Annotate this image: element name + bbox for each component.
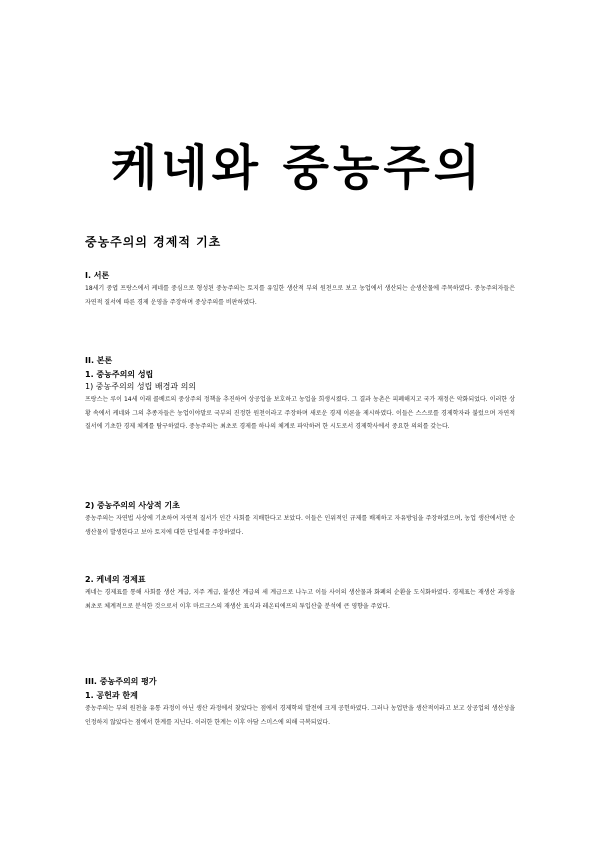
- subsection-2: [85, 500, 515, 568]
- subsection-paragraph: 프랑스는 루이 14세 이래 콜베르의 중상주의 정책을 추진하여 상공업을 보호하고 농업을 희생시켰다. 그 결과 농촌은 피폐해지고 국가 재정은 악화되었다. 이러한 상황 속에서 케네와 그의 추종자들은 농업이야말로 국부의 진정한 원천이라고 주장하며 새로운 경제 이론을 제시하였다. 이들은 스스로를 경제학자라 불렀으며 자연적 질서에 기초한 경제 체계를 탐구하였다. 중농주의는 최초로 경제를 하나의 체계로 파악하려 한 시도로서 경제학사에서 중요한 의의를 갖는다.: [85, 396, 515, 431]
- subsection-paragraph: 케네는 경제표를 통해 사회를 생산 계급, 지주 계급, 불생산 계급의 세 계급으로 나누고 이들 사이의 생산물과 화폐의 순환을 도식화하였다. 경제표는 재생산 과정을 최초로 체계적으로 분석한 것으로서 이후 마르크스의 재생산 표식과 레온티에프의 투입산출 분석에 큰 영향을 주었다.: [85, 589, 515, 610]
- subsection-paragraph: 중농주의는 부의 원천을 유통 과정이 아닌 생산 과정에서 찾았다는 점에서 경제학의 발전에 크게 공헌하였다. 그러나 농업만을 생산적이라고 보고 상공업의 생산성을 인정하지 않았다는 점에서 한계를 지닌다. 이러한 한계는 이후 아담 스미스에 의해 극복되었다.: [85, 705, 515, 726]
- subsection-4: [85, 690, 515, 758]
- subsection-heading: 2) 중농주의의 사상적 기초: [85, 501, 180, 510]
- subsection-heading: 1. 공헌과 한계: [85, 691, 138, 700]
- page-subtitle: 중농주의의 경제적 기초: [85, 235, 222, 249]
- subsection-1: [85, 369, 515, 489]
- subsection-3: [85, 574, 515, 656]
- section-heading: III. 중농주의의 평가: [85, 677, 157, 686]
- page-title: 케네와 중농주의: [110, 140, 485, 196]
- subsection-heading: 2. 케네의 경제표: [85, 575, 146, 584]
- section-intro: [85, 270, 515, 324]
- section-heading: II. 본론: [85, 356, 113, 365]
- subsection-heading: 1. 중농주의의 성립: [85, 370, 154, 379]
- subsection-subheading: 1) 중농주의의 성립 배경과 의의: [85, 382, 197, 391]
- section-body: [85, 355, 515, 367]
- section-heading: I. 서론: [85, 271, 110, 280]
- subsection-paragraph: 중농주의는 자연법 사상에 기초하여 자연적 질서가 인간 사회를 지배한다고 보았다. 이들은 인위적인 규제를 배제하고 자유방임을 주장하였으며, 농업 생산에서만 순생산물이 발생한다고 보아 토지에 대한 단일세를 주장하였다.: [85, 515, 515, 536]
- section-evaluation: [85, 676, 515, 688]
- section-paragraph: 18세기 중엽 프랑스에서 케네를 중심으로 형성된 중농주의는 토지를 유일한 생산적 부의 원천으로 보고 농업에서 생산되는 순생산물에 주목하였다. 중농주의자들은 자연적 질서에 따른 경제 운영을 주장하며 중상주의를 비판하였다.: [85, 285, 515, 306]
